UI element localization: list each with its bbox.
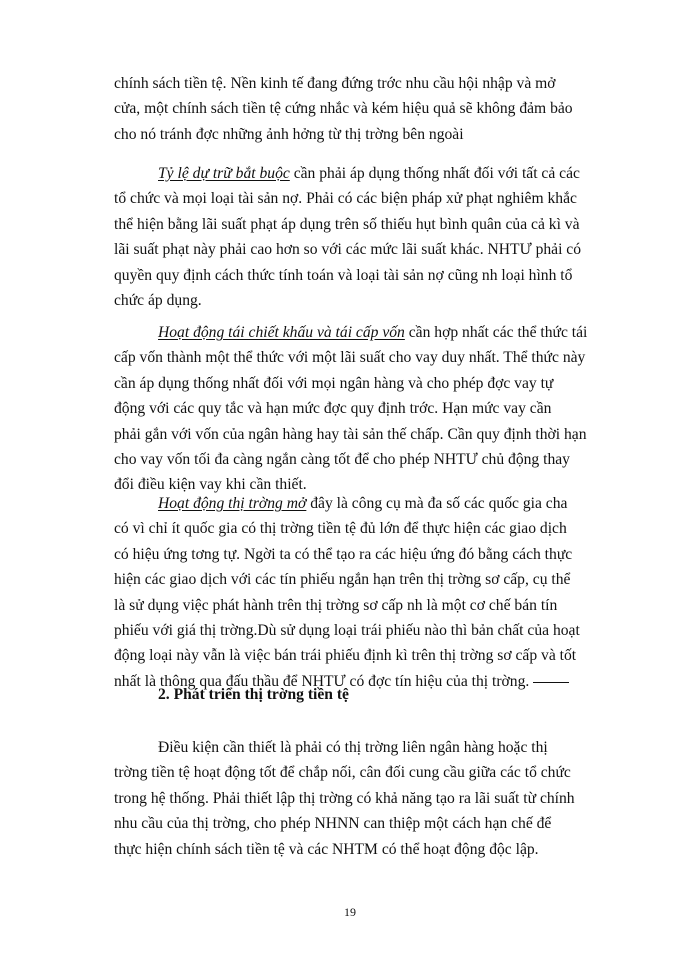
text-line: cần áp dụng thống nhất đối với mọi ngân hàng và cho phép đợc vay tự <box>114 374 554 392</box>
paragraph-lead-term: Hoạt động thị trờng mở <box>158 495 307 512</box>
text-line: cho vay vốn tối đa càng ngắn càng tốt để cho phép NHTƯ chủ động thay <box>114 451 570 469</box>
text-line: thực hiện chính sách tiền tệ và các NHTM có thể hoạt động độc lập. <box>114 840 539 858</box>
text-line: có vì chỉ ít quốc gia có thị trờng tiền tệ đủ lớn để thực hiện các giao dịch <box>114 520 567 538</box>
trailing-rule <box>533 682 569 683</box>
text-line: chức áp dụng. <box>114 292 202 310</box>
text-line: Điều kiện cần thiết là phải có thị trờng liên ngân hàng hoặc thị <box>158 739 548 756</box>
text-line: quyền quy định cách thức tính toán và loại tài sản nợ cũng nh loại hình tổ <box>114 266 573 284</box>
paragraph-continuation <box>114 71 614 147</box>
text-line: động loại này vẫn là việc bán trái phiếu định kì trên thị trờng sơ cấp và tốt <box>114 647 577 665</box>
text-line: chính sách tiền tệ. Nền kinh tế đang đứng trớc nhu cầu hội nhập và mở <box>114 75 556 92</box>
text-line: trong hệ thống. Phải thiết lập thị trờng có khả năng tạo ra lãi suất từ chính <box>114 789 575 807</box>
paragraph-money-market <box>114 735 614 862</box>
paragraph-open-market <box>114 491 614 694</box>
paragraph-rediscount <box>114 320 614 498</box>
section-heading: 2. Phát triển thị trờng tiền tệ <box>158 686 349 703</box>
text-line: cửa, một chính sách tiền tệ cứng nhắc và kém hiệu quả sẽ không đảm bảo <box>114 100 573 118</box>
text-line: tổ chức và mọi loại tài sản nợ. Phải có các biện pháp xử phạt nghiêm khắc <box>114 190 577 208</box>
text-run: cần hợp nhất các thể thức tái <box>404 324 588 341</box>
text-run: đây là công cụ mà đa số các quốc gia cha <box>306 495 568 512</box>
text-line <box>114 161 614 186</box>
text-line: thể hiện bằng lãi suất phạt áp dụng trên số thiếu hụt bình quân của cả kì và <box>114 215 580 233</box>
paragraph-lead-term: Hoạt động tái chiết khấu và tái cấp vốn <box>158 324 405 341</box>
text-run: cần phải áp dụng thống nhất đối với tất cả các <box>289 165 580 182</box>
text-line: phiếu với giá thị trờng.Dù sử dụng loại trái phiếu nào thì bản chất của hoạt <box>114 622 580 640</box>
text-line <box>114 491 614 516</box>
text-line: trờng tiền tệ hoạt động tốt để chắp nối, cân đối cung cầu giữa các tổ chức <box>114 764 571 782</box>
text-line: động với các quy tắc và hạn mức đợc quy định trớc. Hạn mức vay cần <box>114 400 552 418</box>
text-line: lãi suất phạt này phải cao hơn so với các mức lãi suất khác. NHTƯ phải có <box>114 241 582 259</box>
text-line: cấp vốn thành một thể thức với một lãi suất cho vay duy nhất. Thể thức này <box>114 349 586 367</box>
text-line <box>114 320 614 345</box>
text-line: cho nó tránh đợc những ảnh hởng từ thị trờng bên ngoài <box>114 125 464 143</box>
page-number: 19 <box>344 905 356 919</box>
text-line: có hiệu ứng tơng tự. Ngời ta có thể tạo ra các hiệu ứng đó bằng cách thực <box>114 545 573 563</box>
paragraph-reserve-requirement <box>114 161 614 313</box>
paragraph-lead-term: Tỷ lệ dự trữ bắt buộc <box>158 165 290 182</box>
text-line: nhu cầu của thị trờng, cho phép NHNN can thiệp một cách hạn chế để <box>114 815 552 833</box>
text-line: là sử dụng việc phát hành trên thị trờng sơ cấp nh là một cơ chế bán tín <box>114 596 558 614</box>
text-line: đổi điều kiện vay khi cần thiết. <box>114 476 307 494</box>
text-run: nhất là thông qua đấu thầu để NHTƯ có đợc tín hiệu của thị trờng. <box>114 672 530 690</box>
text-line: hiện các giao dịch với các tín phiếu ngắn hạn trên thị trờng sơ cấp, cụ thể <box>114 571 571 589</box>
text-line: phải gắn với vốn của ngân hàng hay tài sản thế chấp. Cần quy định thời hạn <box>114 425 587 443</box>
